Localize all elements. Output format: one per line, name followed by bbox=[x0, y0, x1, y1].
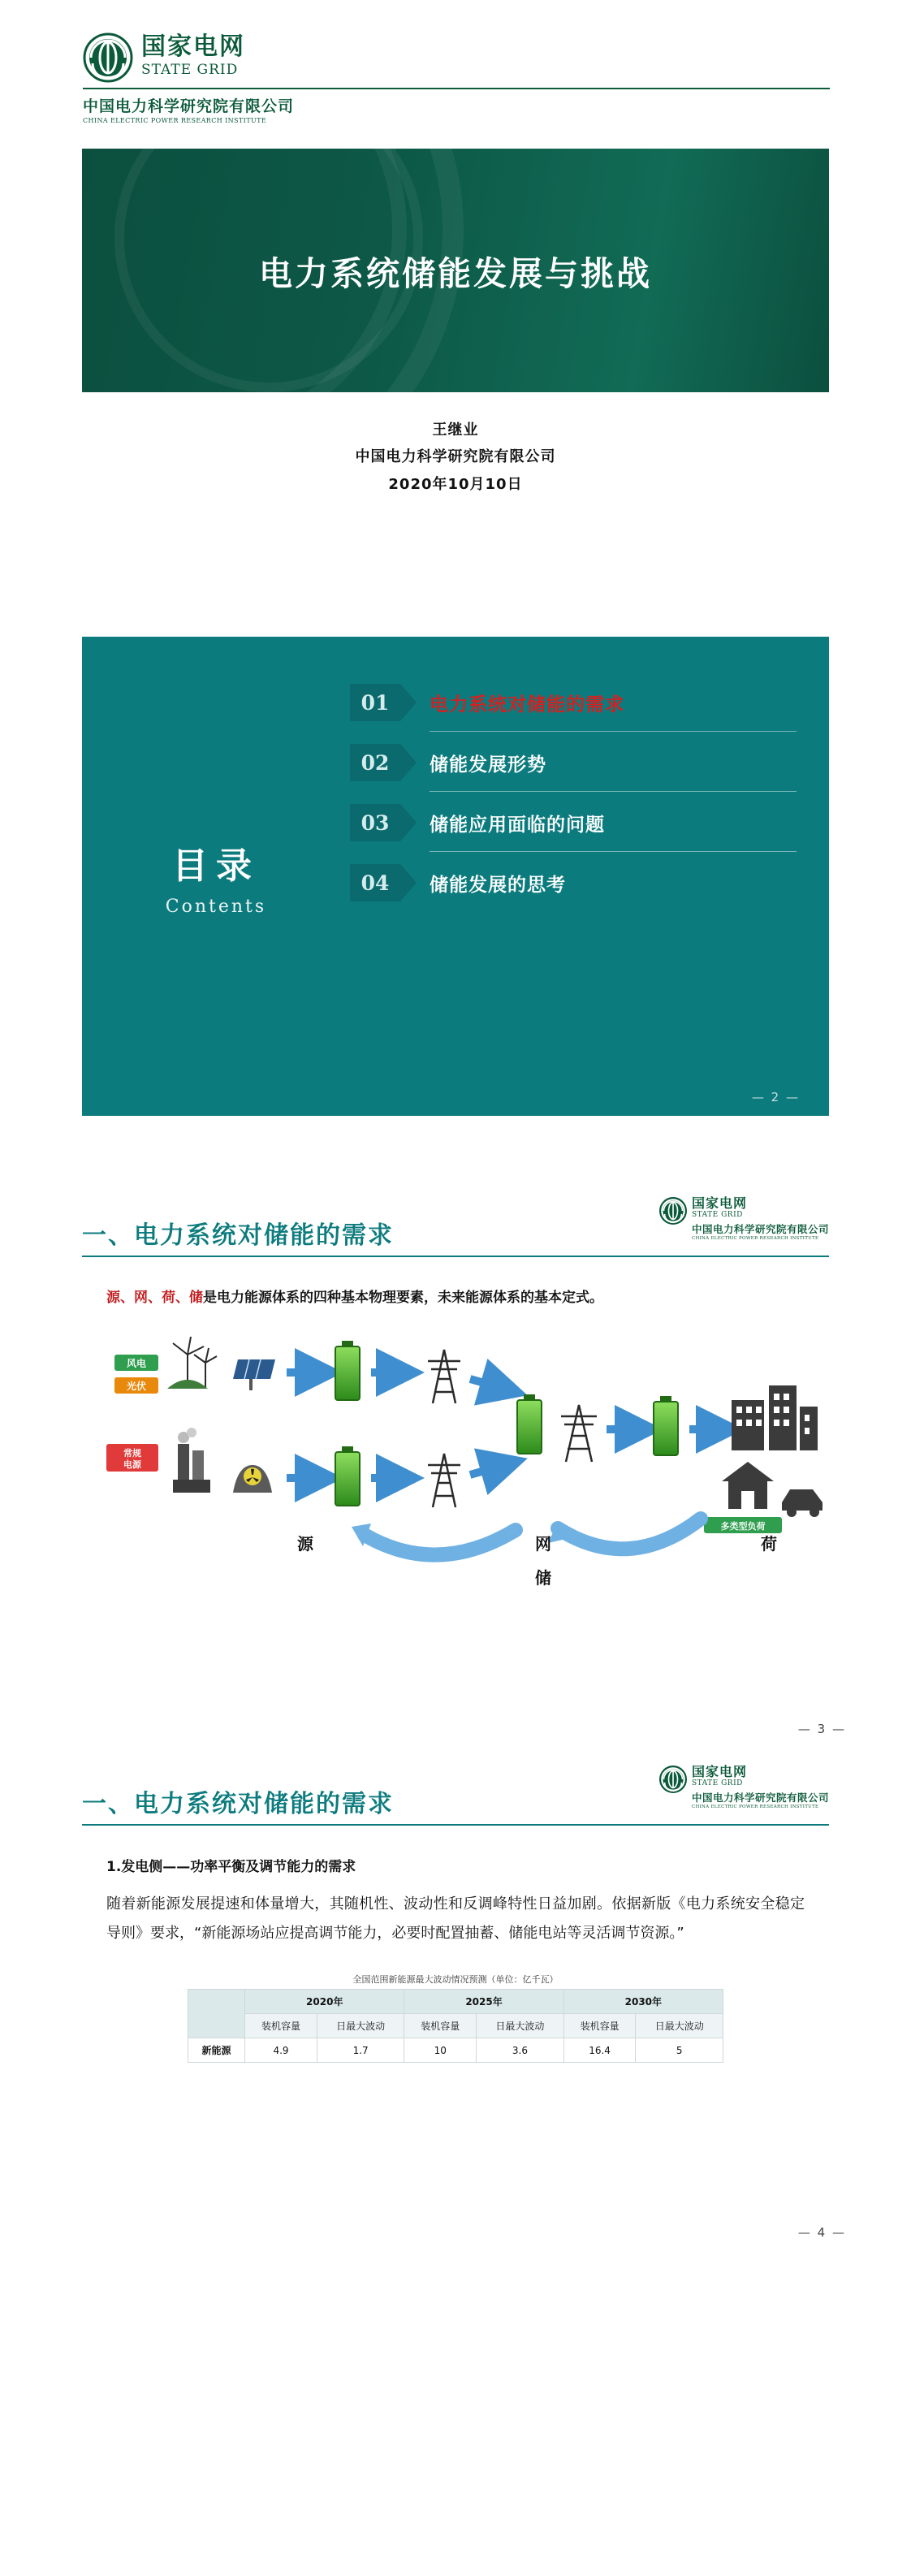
svg-text:网: 网 bbox=[535, 1534, 551, 1554]
svg-text:源: 源 bbox=[297, 1534, 313, 1554]
brand-name-cn: 国家电网 bbox=[141, 32, 245, 61]
page-title: 一、电力系统对储能的需求 bbox=[82, 1790, 394, 1818]
brand-name-en: STATE GRID bbox=[141, 61, 239, 78]
toc-underline bbox=[430, 731, 797, 732]
state-grid-logo-icon bbox=[659, 1766, 687, 1793]
toc-item-label: 储能应用面临的问题 bbox=[430, 814, 605, 836]
table-year-header: 2020年 bbox=[245, 1990, 404, 2014]
toc-item-label: 储能发展的思考 bbox=[430, 874, 566, 896]
svg-text:多类型负荷: 多类型负荷 bbox=[720, 1521, 766, 1532]
state-grid-logo-icon bbox=[83, 32, 133, 83]
header-logo bbox=[659, 1766, 829, 1809]
slide-demand-overview bbox=[32, 1186, 879, 1754]
svg-text:光伏: 光伏 bbox=[126, 1381, 147, 1393]
lead-sentence bbox=[106, 1285, 805, 1311]
table-cell: 1.7 bbox=[317, 2038, 404, 2063]
toc-item-label: 电力系统对储能的需求 bbox=[430, 694, 624, 715]
page-number: — 4 — bbox=[797, 2225, 846, 2240]
table-subheader: 装机容量 bbox=[404, 2014, 477, 2038]
body-paragraph: 随着新能源发展提速和体量增大，其随机性、波动性和反调峰特性日益加剧。依据新版《电力系统安全稳定导则》要求，“新能源场站应提高调节能力，必要时配置抽蓄、储能电站等灵活调节资源。” bbox=[106, 1895, 805, 1942]
lead-keywords: 源、网、荷、储 bbox=[106, 1290, 203, 1306]
slide-header bbox=[82, 1762, 829, 1832]
toc-number: 04 bbox=[350, 864, 400, 901]
cover-meta bbox=[32, 417, 879, 498]
svg-text:风电: 风电 bbox=[126, 1358, 147, 1370]
toc-underline bbox=[430, 851, 797, 852]
brand-header bbox=[32, 32, 879, 83]
page-title: 一、电力系统对储能的需求 bbox=[82, 1221, 394, 1250]
table-header-row bbox=[188, 1990, 723, 2014]
table-subheader: 装机容量 bbox=[245, 2014, 317, 2038]
header-logo bbox=[659, 1197, 829, 1241]
brand-name-en: STATE GRID bbox=[691, 1779, 743, 1787]
brand-text bbox=[141, 32, 245, 78]
institute-name-en: CHINA ELECTRIC POWER RESEARCH INSTITUTE bbox=[691, 1804, 819, 1809]
table-corner-cell bbox=[188, 1990, 245, 2038]
table-row bbox=[188, 2038, 723, 2063]
new-energy-fluctuation-table bbox=[188, 1989, 723, 2063]
table-subheader-row bbox=[188, 2014, 723, 2038]
toc-item-04[interactable] bbox=[350, 862, 797, 904]
table-year-header: 2030年 bbox=[563, 1990, 723, 2014]
svg-text:电源: 电源 bbox=[123, 1459, 141, 1471]
toc-number: 01 bbox=[350, 684, 400, 721]
svg-text:储: 储 bbox=[535, 1568, 551, 1588]
toc-item-label: 储能发展形势 bbox=[430, 754, 546, 776]
toc-title-cn: 目录 bbox=[172, 845, 260, 887]
title-divider bbox=[82, 1824, 829, 1826]
table-subheader: 装机容量 bbox=[563, 2014, 636, 2038]
institute-name-en: CHINA ELECTRIC POWER RESEARCH INSTITUTE bbox=[83, 117, 267, 124]
cover-title: 电力系统储能发展与挑战 bbox=[259, 253, 652, 293]
cover-title-banner bbox=[82, 149, 829, 392]
table-subheader: 日最大波动 bbox=[477, 2014, 563, 2038]
brand-divider bbox=[83, 88, 830, 89]
section-subtitle: 1.发电侧——功率平衡及调节能力的需求 bbox=[106, 1859, 356, 1875]
page-number: — 3 — bbox=[797, 1722, 846, 1736]
toc-number: 02 bbox=[350, 744, 400, 781]
table-subheader: 日最大波动 bbox=[636, 2014, 723, 2038]
institute-name-en: CHINA ELECTRIC POWER RESEARCH INSTITUTE bbox=[691, 1235, 819, 1241]
title-divider bbox=[82, 1256, 829, 1257]
toc-list bbox=[350, 637, 829, 1116]
table-row-label: 新能源 bbox=[188, 2038, 245, 2063]
institute-name-cn: 中国电力科学研究院有限公司 bbox=[691, 1791, 829, 1804]
toc-item-03[interactable] bbox=[350, 802, 797, 844]
slide-contents bbox=[32, 617, 879, 1186]
slide-header bbox=[82, 1194, 829, 1264]
table-cell: 3.6 bbox=[477, 2038, 563, 2063]
table-cell: 10 bbox=[404, 2038, 477, 2063]
toc-heading bbox=[82, 637, 350, 1116]
slide-generation-side bbox=[32, 1754, 879, 2258]
brand-name-en: STATE GRID bbox=[691, 1210, 743, 1219]
svg-text:荷: 荷 bbox=[761, 1534, 777, 1554]
state-grid-logo-icon bbox=[659, 1197, 687, 1225]
institute-name-cn: 中国电力科学研究院有限公司 bbox=[83, 97, 295, 115]
table-caption: 全国范围新能源最大波动情况预测（单位：亿千瓦） bbox=[352, 1974, 559, 1985]
diagram-svg bbox=[82, 1322, 829, 1590]
toc-item-01[interactable] bbox=[350, 681, 797, 724]
institute-name-cn: 中国电力科学研究院有限公司 bbox=[691, 1222, 829, 1235]
table-cell: 16.4 bbox=[563, 2038, 636, 2063]
table-cell: 4.9 bbox=[245, 2038, 317, 2063]
table-year-header: 2025年 bbox=[404, 1990, 563, 2014]
table-subheader: 日最大波动 bbox=[317, 2014, 404, 2038]
cover-org: 中国电力科学研究院有限公司 bbox=[355, 448, 556, 466]
brand-name-cn: 国家电网 bbox=[691, 1764, 747, 1779]
toc-panel bbox=[82, 637, 829, 1116]
slide-cover bbox=[32, 0, 879, 617]
cover-author: 王继业 bbox=[432, 421, 479, 439]
cover-date: 2020年10月10日 bbox=[388, 475, 523, 493]
toc-title-en: Contents bbox=[165, 896, 267, 917]
brand-name-cn: 国家电网 bbox=[691, 1195, 747, 1211]
toc-item-02[interactable] bbox=[350, 741, 797, 784]
svg-text:常规: 常规 bbox=[123, 1448, 141, 1459]
source-grid-load-storage-diagram bbox=[82, 1322, 829, 1590]
table-cell: 5 bbox=[636, 2038, 723, 2063]
toc-underline bbox=[430, 791, 797, 792]
lead-rest: 是电力能源体系的四种基本物理要素，未来能源体系的基本定式。 bbox=[203, 1290, 603, 1306]
toc-number: 03 bbox=[350, 804, 400, 841]
page-number: — 2 — bbox=[751, 1090, 800, 1104]
